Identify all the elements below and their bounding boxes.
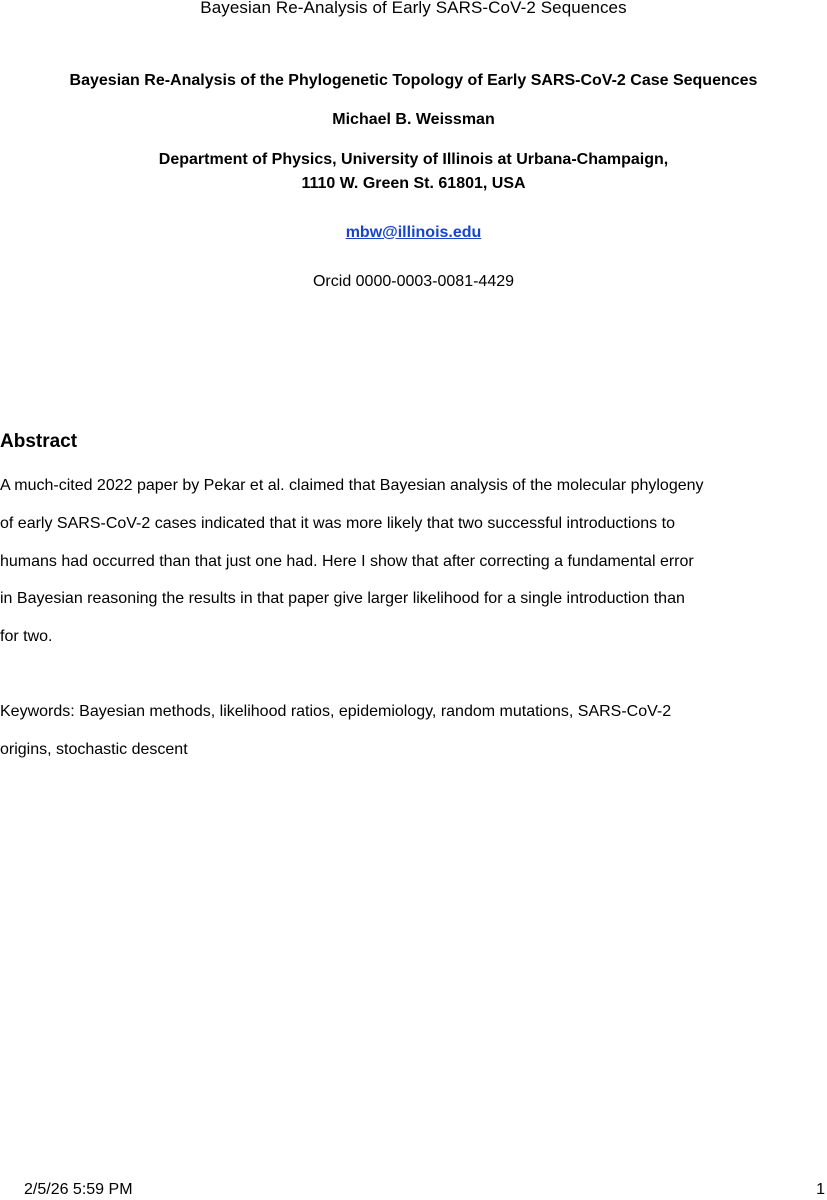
author-name: Michael B. Weissman	[332, 111, 495, 128]
orcid-id: Orcid 0000-0003-0081-4429	[312, 273, 515, 290]
abstract-line: A much-cited 2022 paper by Pekar et al. claimed that Bayesian analysis of the molecular phylogeny	[0, 477, 704, 494]
affiliation-line-1: Department of Physics, University of Illinois at Urbana-Champaign,	[158, 151, 669, 168]
keywords	[0, 693, 827, 769]
abstract-heading: Abstract	[0, 431, 78, 452]
footer-date: 2/5/26 5:59 PM	[24, 1181, 133, 1198]
keywords-line: Keywords: Bayesian methods, likelihood ratios, epidemiology, random mutations, SARS-CoV-2	[0, 703, 672, 720]
abstract-line: in Bayesian reasoning the results in that paper give larger likelihood for a single introduction than	[0, 590, 685, 608]
page-number: 1	[816, 1181, 825, 1198]
paper-title: Bayesian Re-Analysis of the Phylogenetic Topology of Early SARS-CoV-2 Case Sequences	[69, 72, 758, 89]
abstract-line: for two.	[0, 628, 53, 646]
abstract-body	[0, 467, 827, 656]
abstract-line: humans had occurred than that just one had. Here I show that after correcting a fundamental error	[0, 552, 694, 570]
abstract-line: of early SARS-CoV-2 cases indicated that it was more likely that two successful introductions to	[0, 514, 675, 532]
email-block	[0, 224, 827, 242]
keywords-line: origins, stochastic descent	[0, 740, 188, 758]
affiliation-line-2: 1110 W. Green St. 61801, USA	[301, 175, 526, 192]
email-link[interactable]: mbw@illinois.edu	[345, 224, 482, 241]
affiliation	[0, 148, 827, 196]
running-header: Bayesian Re-Analysis of Early SARS-CoV-2 Sequences	[200, 0, 627, 17]
